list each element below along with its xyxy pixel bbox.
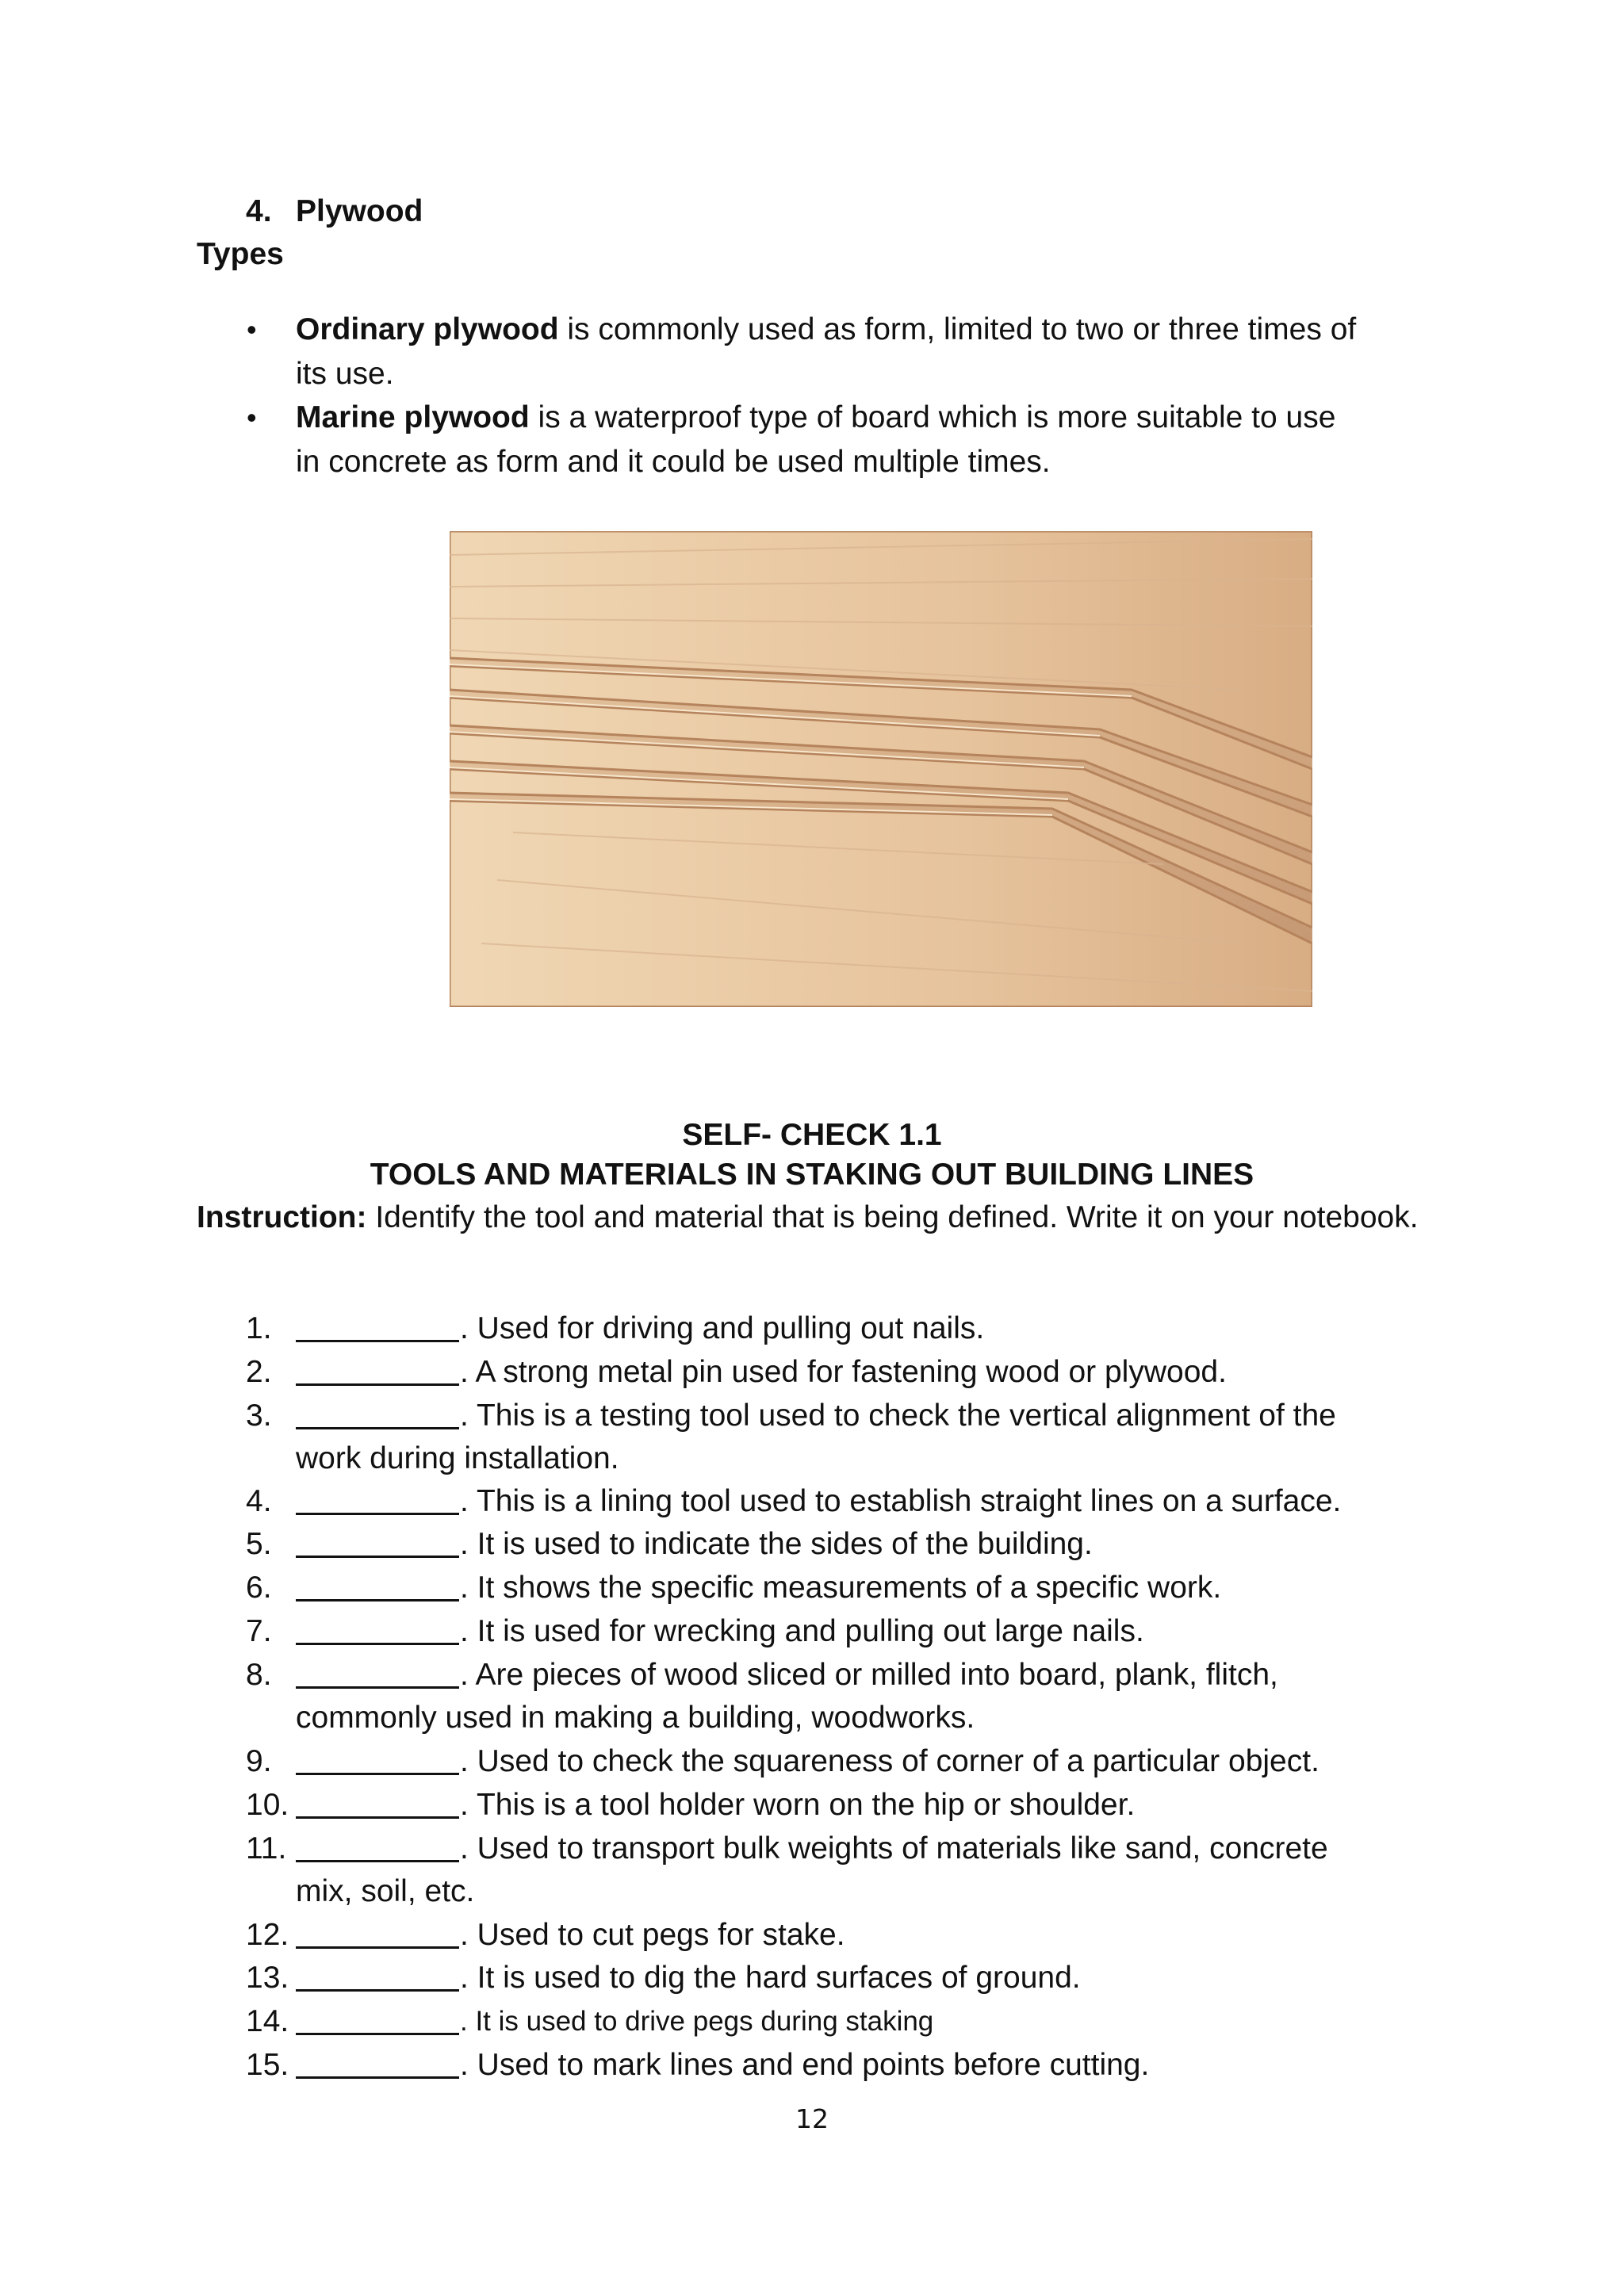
self-check-subtitle: TOOLS AND MATERIALS IN STAKING OUT BUILDING LINES	[370, 1158, 1254, 1192]
answer-blank[interactable]	[296, 1311, 459, 1347]
bullet-icon: •	[247, 313, 257, 346]
question-continuation: work during installation.	[296, 1441, 619, 1475]
question-text: . This is a tool holder worn on the hip or shoulder.	[460, 1788, 1136, 1822]
plywood-photo	[450, 531, 1312, 1007]
bullet-icon: •	[247, 401, 257, 434]
answer-blank[interactable]	[296, 2003, 459, 2040]
question-text: . Used to cut pegs for stake.	[460, 1918, 845, 1952]
self-check-title: SELF- CHECK 1.1	[682, 1118, 942, 1152]
instruction-label: Instruction:	[197, 1200, 367, 1234]
question-text: . It is used to drive pegs during staking	[460, 2006, 934, 2037]
question-text: . This is a testing tool used to check the vertical alignment of the	[460, 1399, 1336, 1433]
answer-blank[interactable]	[296, 1613, 459, 1650]
answer-blank[interactable]	[296, 1960, 459, 1996]
bullet-marine-plywood	[296, 400, 1454, 436]
question-number: 15.	[246, 2048, 289, 2082]
question-number: 5.	[246, 1527, 272, 1561]
question-continuation: commonly used in making a building, woodworks.	[296, 1701, 975, 1735]
answer-blank[interactable]	[296, 1743, 459, 1780]
question-text: . Used for driving and pulling out nails.	[460, 1311, 985, 1345]
answer-blank[interactable]	[296, 2047, 459, 2084]
question-number: 13.	[246, 1961, 289, 1995]
question-number: 7.	[246, 1614, 272, 1648]
bullet-line: is a waterproof type of board which is more suitable to use	[529, 400, 1336, 434]
bullet-term: Ordinary plywood	[296, 312, 559, 346]
question-text: . Used to check the squareness of corner of a particular object.	[460, 1744, 1320, 1778]
question-text: . Used to transport bulk weights of materials like sand, concrete	[460, 1831, 1328, 1866]
answer-blank[interactable]	[296, 1917, 459, 1954]
question-text: . A strong metal pin used for fastening wood or plywood.	[460, 1355, 1227, 1389]
question-text: . It is used to dig the hard surfaces of ground.	[460, 1961, 1081, 1995]
answer-blank[interactable]	[296, 1787, 459, 1823]
question-text: . It shows the specific measurements of a specific work.	[460, 1571, 1222, 1605]
question-number: 4.	[246, 1484, 272, 1518]
question-continuation: mix, soil, etc.	[296, 1874, 475, 1908]
answer-blank[interactable]	[296, 1831, 459, 1867]
section-number: 4.	[246, 194, 272, 228]
question-number: 10.	[246, 1788, 289, 1822]
question-text: . It is used for wrecking and pulling out large nails.	[460, 1614, 1144, 1648]
bullet-term: Marine plywood	[296, 400, 530, 434]
question-number: 3.	[246, 1399, 272, 1433]
answer-blank[interactable]	[296, 1657, 459, 1693]
instruction-text: Identify the tool and material that is being defined. Write it on your notebook.	[366, 1200, 1419, 1234]
question-number: 6.	[246, 1571, 272, 1605]
bullet-line: is commonly used as form, limited to two or three times of	[558, 312, 1357, 346]
bullet-continuation: in concrete as form and it could be used multiple times.	[296, 445, 1051, 479]
question-number: 2.	[246, 1355, 272, 1389]
answer-blank[interactable]	[296, 1526, 459, 1563]
answer-blank[interactable]	[296, 1483, 459, 1520]
page-number: 12	[795, 2103, 829, 2134]
section-title: Plywood	[296, 194, 423, 228]
question-number: 12.	[246, 1918, 289, 1952]
question-number: 1.	[246, 1311, 272, 1345]
types-label: Types	[197, 237, 284, 271]
question-number: 11.	[246, 1831, 287, 1866]
question-text: . Used to mark lines and end points before cutting.	[460, 2048, 1150, 2082]
answer-blank[interactable]	[296, 1354, 459, 1391]
question-text: . Are pieces of wood sliced or milled into board, plank, flitch,	[460, 1658, 1278, 1692]
question-number: 14.	[246, 2004, 289, 2038]
question-text: . This is a lining tool used to establish straight lines on a surface.	[460, 1484, 1342, 1518]
instruction	[197, 1196, 1434, 1239]
question-number: 9.	[246, 1744, 272, 1778]
question-number: 8.	[246, 1658, 272, 1692]
answer-blank[interactable]	[296, 1398, 459, 1434]
bullet-ordinary-plywood	[296, 312, 1454, 348]
question-text: . It is used to indicate the sides of the building.	[460, 1527, 1093, 1561]
bullet-continuation: its use.	[296, 357, 394, 391]
answer-blank[interactable]	[296, 1570, 459, 1606]
